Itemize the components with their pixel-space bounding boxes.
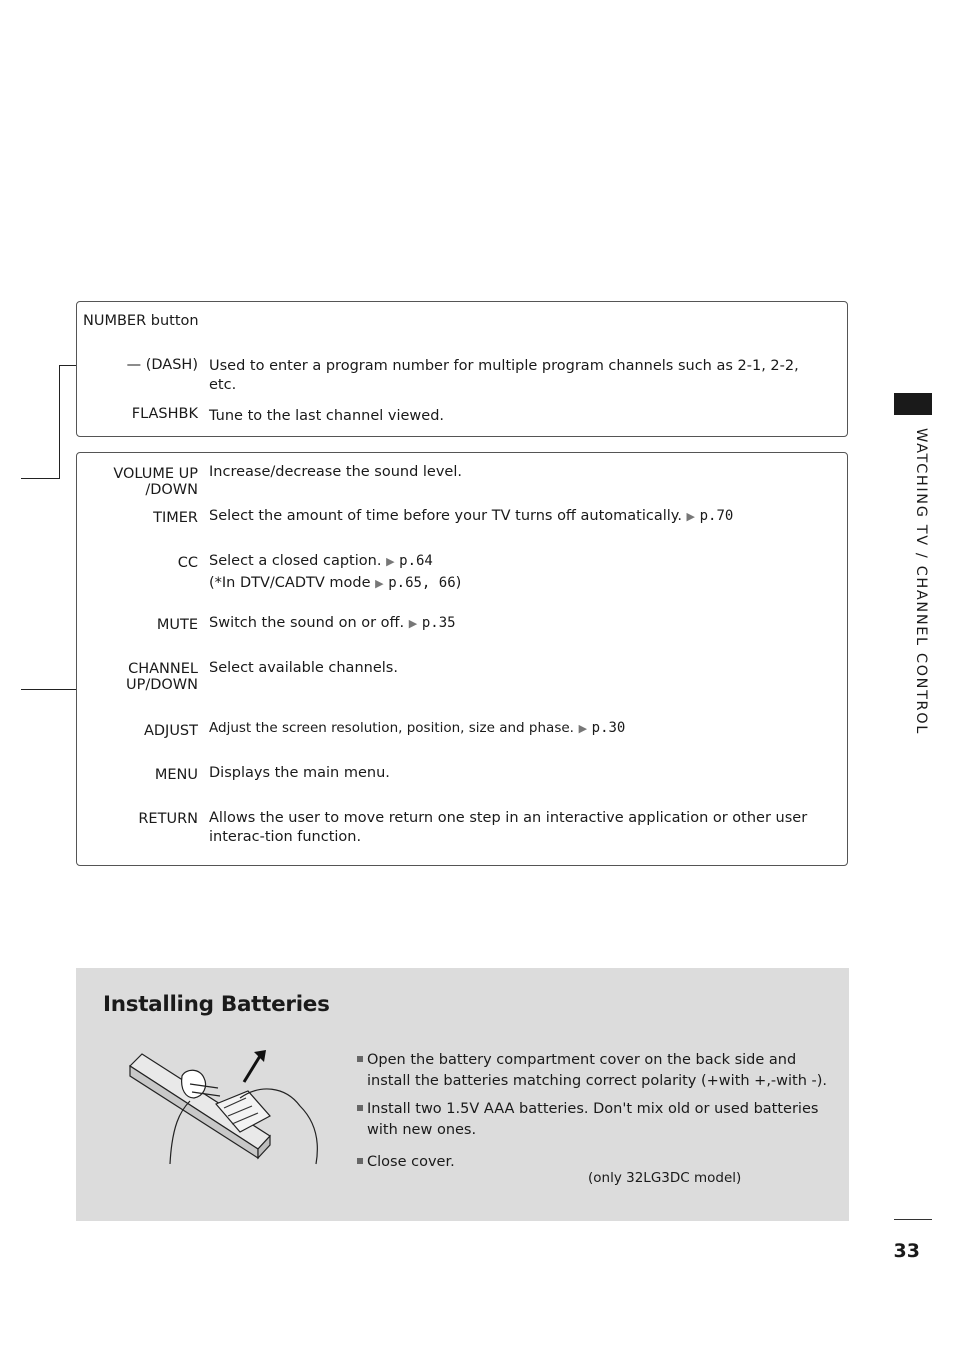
battery-step-1 bbox=[357, 1050, 837, 1092]
cc-dtv-page-ref: p.65, 66 bbox=[388, 575, 456, 591]
footer-rule bbox=[894, 1219, 932, 1220]
mute-label: MUTE bbox=[156, 617, 198, 633]
cc-dtv-close: ) bbox=[455, 575, 462, 591]
number-button-box bbox=[76, 301, 848, 437]
bullet-square-icon bbox=[357, 1158, 363, 1164]
arrow-right-icon: ▶ bbox=[686, 510, 696, 523]
bullet-square-icon bbox=[357, 1056, 363, 1062]
timer-desc bbox=[209, 507, 829, 526]
adjust-desc bbox=[209, 719, 829, 738]
flashbk-label: FLASHBK bbox=[131, 406, 198, 422]
adjust-page-ref: p.30 bbox=[591, 720, 626, 736]
adjust-label: ADJUST bbox=[143, 723, 198, 739]
arrow-right-icon: ▶ bbox=[578, 722, 588, 735]
remote-battery-illustration bbox=[120, 1046, 340, 1166]
model-note: (only 32LG3DC model) bbox=[588, 1170, 742, 1186]
channel-label-line1: CHANNEL bbox=[128, 661, 198, 677]
mute-desc bbox=[209, 614, 829, 633]
number-button-header: NUMBER button bbox=[83, 313, 199, 329]
connector-line bbox=[59, 365, 60, 479]
connector-line bbox=[21, 478, 60, 479]
timer-label: TIMER bbox=[153, 510, 198, 526]
cc-desc bbox=[209, 552, 829, 593]
battery-step-3-text: Close cover. bbox=[367, 1154, 455, 1170]
timer-desc-text: Select the amount of time before your TV turns off automatically. bbox=[209, 508, 682, 524]
mute-page-ref: p.35 bbox=[421, 615, 456, 631]
connector-line bbox=[59, 365, 76, 366]
menu-label: MENU bbox=[154, 767, 198, 783]
volume-label-line1: VOLUME UP bbox=[113, 466, 198, 482]
timer-page-ref: p.70 bbox=[699, 508, 734, 524]
section-side-title: WATCHING TV / CHANNEL CONTROL bbox=[913, 428, 929, 735]
arrow-right-icon: ▶ bbox=[375, 577, 384, 590]
flashbk-desc: Tune to the last channel viewed. bbox=[209, 408, 445, 424]
return-desc: Allows the user to move return one step in an interactive application or other user interac-tion function. bbox=[209, 810, 808, 845]
arrow-right-icon: ▶ bbox=[386, 555, 395, 568]
volume-label-line2: /DOWN bbox=[145, 482, 198, 498]
channel-desc: Select available channels. bbox=[209, 660, 398, 676]
channel-label-line2: UP/DOWN bbox=[125, 677, 198, 693]
cc-desc-text: Select a closed caption. bbox=[209, 553, 382, 569]
arrow-right-icon: ▶ bbox=[408, 617, 418, 630]
section-tab-marker bbox=[894, 393, 932, 415]
battery-step-2 bbox=[357, 1099, 837, 1141]
remote-functions-box bbox=[76, 452, 848, 866]
dash-label: — (DASH) bbox=[126, 357, 198, 373]
cc-label: CC bbox=[177, 555, 198, 571]
adjust-desc-text: Adjust the screen resolution, position, size and phase. bbox=[209, 720, 574, 736]
page-number: 33 bbox=[893, 1240, 920, 1262]
mute-desc-text: Switch the sound on or off. bbox=[209, 615, 405, 631]
cc-dtv-text: (*In DTV/CADTV mode bbox=[209, 575, 371, 591]
installing-batteries-panel bbox=[76, 968, 849, 1221]
bullet-square-icon bbox=[357, 1105, 363, 1111]
return-label: RETURN bbox=[138, 811, 198, 827]
batteries-title: Installing Batteries bbox=[103, 992, 330, 1017]
volume-desc: Increase/decrease the sound level. bbox=[209, 464, 462, 480]
battery-step-1-text: Open the battery compartment cover on the back side and install the batteries matching correct polarity (+with +,-with -). bbox=[367, 1052, 828, 1089]
dash-desc: Used to enter a program number for multiple program channels such as 2-1, 2-2, etc. bbox=[209, 358, 799, 393]
channel-label bbox=[77, 661, 198, 693]
cc-page-ref: p.64 bbox=[399, 553, 433, 569]
connector-line bbox=[21, 689, 76, 690]
battery-step-2-text: Install two 1.5V AAA batteries. Don't mix old or used batteries with new ones. bbox=[367, 1101, 819, 1138]
volume-label bbox=[77, 466, 198, 498]
menu-desc: Displays the main menu. bbox=[209, 765, 390, 781]
